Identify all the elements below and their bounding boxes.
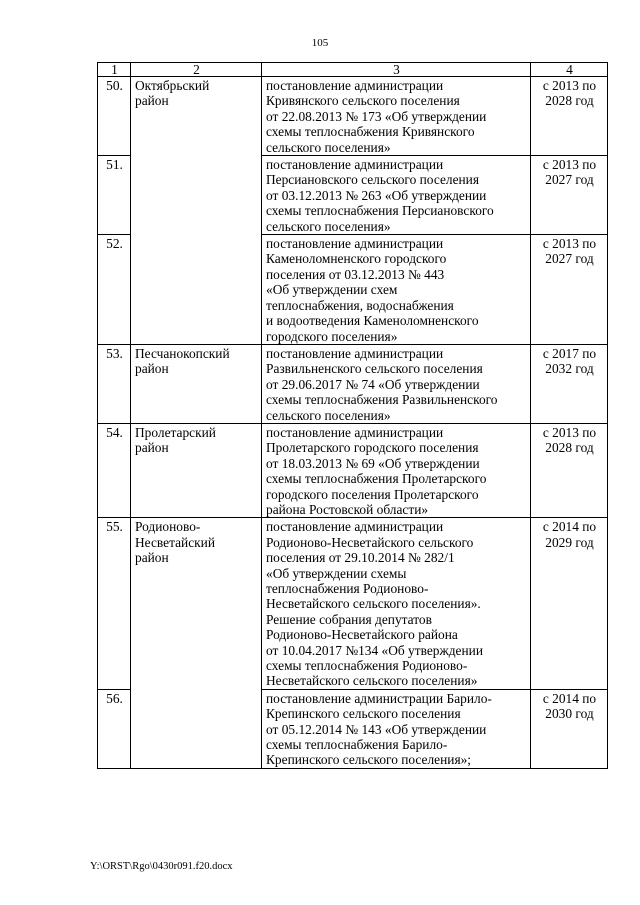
period-cell: с 2013 по 2028 год — [531, 423, 608, 517]
document-cell: постановление администрации Каменоломненского городского поселения от 03.12.2013 № 443 «Об утверждении схем теплоснабжения, водоснабжения и водоотведения Каменоломненского городского поселения» — [262, 235, 531, 345]
table-row — [98, 344, 608, 423]
row-number: 50. — [98, 77, 131, 156]
period-cell: с 2017 по 2032 год — [531, 344, 608, 423]
period-cell: с 2013 по 2027 год — [531, 156, 608, 235]
column-header-1: 1 — [98, 63, 131, 77]
district-cell: Родионово- Несветайский район — [131, 518, 262, 769]
row-number: 55. — [98, 518, 131, 689]
period-cell: с 2014 по 2029 год — [531, 518, 608, 689]
period-cell: с 2014 по 2030 год — [531, 689, 608, 768]
district-cell: Песчанокопский район — [131, 344, 262, 423]
table-row — [98, 518, 608, 689]
column-header-2: 2 — [131, 63, 262, 77]
column-header-3: 3 — [262, 63, 531, 77]
district-cell: Октябрьский район — [131, 77, 262, 345]
row-number: 51. — [98, 156, 131, 235]
row-number: 54. — [98, 423, 131, 517]
document-cell: постановление администрации Персиановского сельского поселения от 03.12.2013 № 263 «Об утверждении схемы теплоснабжения Персиановского сельского поселения» — [262, 156, 531, 235]
document-cell: постановление администрации Кривянского сельского поселения от 22.08.2013 № 173 «Об утверждении схемы теплоснабжения Кривянского сельского поселения» — [262, 77, 531, 156]
district-cell: Пролетарский район — [131, 423, 262, 517]
row-number: 52. — [98, 235, 131, 345]
document-cell: постановление администрации Родионово-Несветайского сельского поселения от 29.10.2014 № 282/1 «Об утверждении схемы теплоснабжения Родионово- Несветайского сельского поселения». Решение собрания депутатов Родионово-Несветайского района от 10.04.2017 №134 «Об утверждении схемы теплоснабжения Родионово- Несветайского сельского поселения» — [262, 518, 531, 689]
row-number: 56. — [98, 689, 131, 768]
document-cell: постановление администрации Пролетарского городского поселения от 18.03.2013 № 69 «Об утверждении схемы теплоснабжения Пролетарского городского поселения Пролетарского района Ростовской области» — [262, 423, 531, 517]
row-number: 53. — [98, 344, 131, 423]
document-cell: постановление администрации Барило- Крепинского сельского поселения от 05.12.2014 № 143 «Об утверждении схемы теплоснабжения Барило- Крепинского сельского поселения»; — [262, 689, 531, 768]
file-path-footer: Y:\ORST\Rgo\0430r091.f20.docx — [90, 861, 233, 872]
column-header-4: 4 — [531, 63, 608, 77]
document-cell: постановление администрации Развильненского сельского поселения от 29.06.2017 № 74 «Об утверждении схемы теплоснабжения Развильненского сельского поселения» — [262, 344, 531, 423]
page-number: 105 — [311, 37, 329, 49]
table-row — [98, 423, 608, 517]
table-header-row — [98, 63, 608, 77]
table-row — [98, 77, 608, 156]
period-cell: с 2013 по 2027 год — [531, 235, 608, 345]
plans-table — [97, 62, 608, 769]
period-cell: с 2013 по 2028 год — [531, 77, 608, 156]
